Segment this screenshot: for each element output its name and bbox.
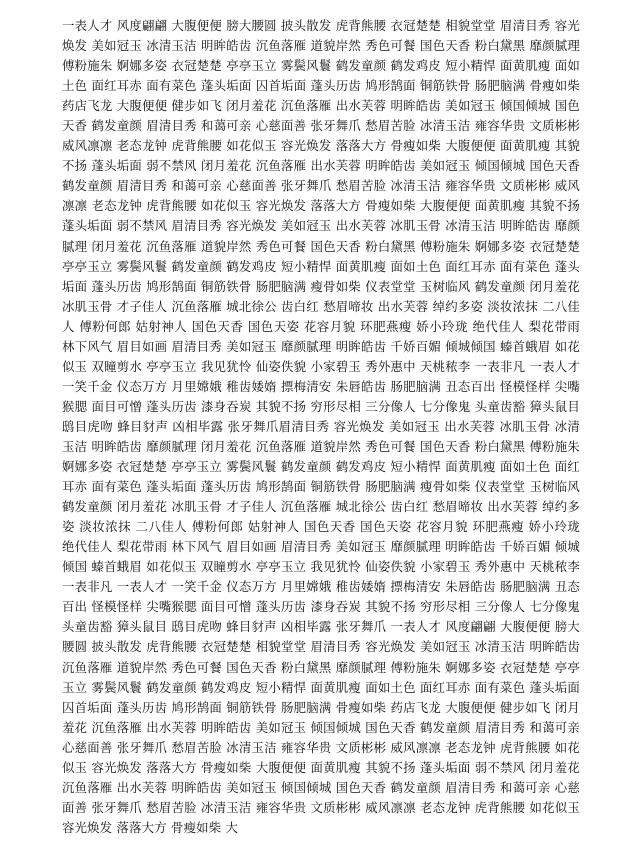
document-body-text: 一表人才 风度翩翩 大腹便便 膀大腰圆 披头散发 虎背熊腰 衣冠楚楚 相貌堂堂 眉清目秀 容光焕发 美如冠玉 冰清玉洁 明眸皓齿 沉鱼落雁 道貌岸然 秀色可餐 国色天香 粉白黛黑 靡颜腻理 傅粉施朱 婀娜多姿 衣冠楚楚 亭亭玉立 雾鬓风鬟 鹤发童颜 鹤发鸡皮 短小精悍 面黄肌瘦 面如土色 面红耳赤 面有菜色 蓬头垢面 囚首垢面 蓬头历齿 鸠形鹄面 铜筋铁骨 肠肥脑满 骨瘦如柴 药店飞龙 大腹便便 健步如飞 闭月羞花 沉鱼落雁 出水芙蓉 明眸皓齿 美如冠玉 倾国倾城 国色天香 鹤发童颜 眉清目秀 和蔼可亲 心慈面善 张牙舞爪 愁眉苦脸 冰清玉洁 雍容华贵 文质彬彬 威风凛凛 老态龙钟 虎背熊腰 如花似玉 容光焕发 落落大方 骨瘦如柴 大腹便便 面黄肌瘦 其貌不扬 蓬头垢面 弱不禁风 闭月羞花 沉鱼落雁 出水芙蓉 明眸皓齿 美如冠玉 倾国倾城 国色天香 鹤发童颜 眉清目秀 和蔼可亲 心慈面善 张牙舞爪 愁眉苦脸 冰清玉洁 雍容华贵 文质彬彬 威风凛凛 老态龙钟 虎背熊腰 如花似玉 容光焕发 落落大方 骨瘦如柴 大腹便便 面黄肌瘦 其貌不扬 蓬头垢面 弱不禁风 眉清目秀 容光焕发 美如冠玉 出水芙蓉 冰肌玉骨 冰清玉洁 明眸皓齿 靡颜腻理 闭月羞花 沉鱼落雁 道貌岸然 秀色可餐 国色天香 粉白黛黑 傅粉施朱 婀娜多姿 衣冠楚楚 亭亭玉立 雾鬓风鬟 鹤发童颜 鹤发鸡皮 短小精悍 面黄肌瘦 面如土色 面红耳赤 面有菜色 蓬头垢面 蓬头历齿 鸠形鹄面 铜筋铁骨 肠肥脑满 瘦骨如柴 仪表堂堂 玉树临风 鹤发童颜 闭月羞花 冰肌玉骨 才子佳人 沉鱼落雁 城北徐公 齿白红 愁眉啼妆 出水芙蓉 绰约多姿 淡妆浓抹 二八佳人 傅粉何郎 姑射神人 国色天香 国色天姿 花容月貌 环肥燕瘦 娇小玲珑 绝代佳人 梨花带雨 林下风气 眉目如画 眉清目秀 美如冠玉 靡颜腻理 明眸皓齿 千娇百媚 倾城倾国 螓首蛾眉 如花似玉 双瞳剪水 亭亭玉立 我见犹怜 仙姿佚貌 小家碧玉 秀外惠中 天桃秾李 一表非凡 一表人才 一笑千金 仪态万方 月里嫦娥 稚齿婑媠 摽梅清安 朱唇皓齿 肠肥脑满 丑态百出 怪模怪样 尖嘴猴腮 面目可憎 蓬头历齿 漆身吞炭 其貌不扬 穷形尽相 三分像人 七分像鬼 头童齿豁 獐头鼠目 鸱目虎吻 蜂目豺声 凶相毕露 张牙舞爪眉清目秀 容光焕发 美如冠玉 出水芙蓉 冰肌玉骨 冰清玉洁 明眸皓齿 靡颜腻理 闭月羞花 沉鱼落雁 道貌岸然 秀色可餐 国色天香 粉白黛黑 傅粉施朱 婀娜多姿 衣冠楚楚 亭亭玉立 雾鬓风鬟 鹤发童颜 鹤发鸡皮 短小精悍 面黄肌瘦 面如土色 面红耳赤 面有菜色 蓬头垢面 蓬头历齿 鸠形鹄面 铜筋铁骨 肠肥脑满 瘦骨如柴 仪表堂堂 玉树临风 鹤发童颜 闭月羞花 冰肌玉骨 才子佳人 沉鱼落雁 城北徐公 齿白红 愁眉啼妆 出水芙蓉 绰约多姿 淡妆浓抹 二八佳人 傅粉何郎 姑射神人 国色天香 国色天姿 花容月貌 环肥燕瘦 娇小玲珑 绝代佳人 梨花带雨 林下风气 眉目如画 眉清目秀 美如冠玉 靡颜腻理 明眸皓齿 千娇百媚 倾城倾国 螓首蛾眉 如花似玉 双瞳剪水 亭亭玉立 我见犹怜 仙姿佚貌 小家碧玉 秀外惠中 天桃秾李 一表非凡 一表人才 一笑千金 仪态万方 月里嫦娥 稚齿婑媠 摽梅清安 朱唇皓齿 肠肥脑满 丑态百出 怪模怪样 尖嘴猴腮 面目可憎 蓬头历齿 漆身吞炭 其貌不扬 穷形尽相 三分像人 七分像鬼 头童齿豁 獐头鼠目 鸱目虎吻 蜂目豺声 凶相毕露 张牙舞爪 一表人才 风度翩翩 大腹便便 膀大腰圆 披头散发 虎背熊腰 衣冠楚楚 相貌堂堂 眉清目秀 容光焕发 美如冠玉 冰清玉洁 明眸皓齿 沉鱼落雁 道貌岸然 秀色可餐 国色天香 粉白黛黑 靡颜腻理 傅粉施朱 婀娜多姿 衣冠楚楚 亭亭玉立 雾鬓风鬟 鹤发童颜 鹤发鸡皮 短小精悍 面黄肌瘦 面如土色 面红耳赤 面有菜色 蓬头垢面 囚首垢面 蓬头历齿 鸠形鹄面 铜筋铁骨 肠肥脑满 骨瘦如柴 药店飞龙 大腹便便 健步如飞 闭月羞花 沉鱼落雁 出水芙蓉 明眸皓齿 美如冠玉 倾国倾城 国色天香 鹤发童颜 眉清目秀 和蔼可亲 心慈面善 张牙舞爪 愁眉苦脸 冰清玉洁 雍容华贵 文质彬彬 威风凛凛 老态龙钟 虎背熊腰 如花似玉 容光焕发 落落大方 骨瘦如柴 大腹便便 面黄肌瘦 其貌不扬 蓬头垢面 弱不禁风 闭月羞花 沉鱼落雁 出水芙蓉 明眸皓齿 美如冠玉 倾国倾城 国色天香 鹤发童颜 眉清目秀 和蔼可亲 心慈面善 张牙舞爪 愁眉苦脸 冰清玉洁 雍容华贵 文质彬彬 威风凛凛 老态龙钟 虎背熊腰 如花似玉 容光焕发 落落大方 骨瘦如柴 大 bbox=[62, 18, 580, 835]
